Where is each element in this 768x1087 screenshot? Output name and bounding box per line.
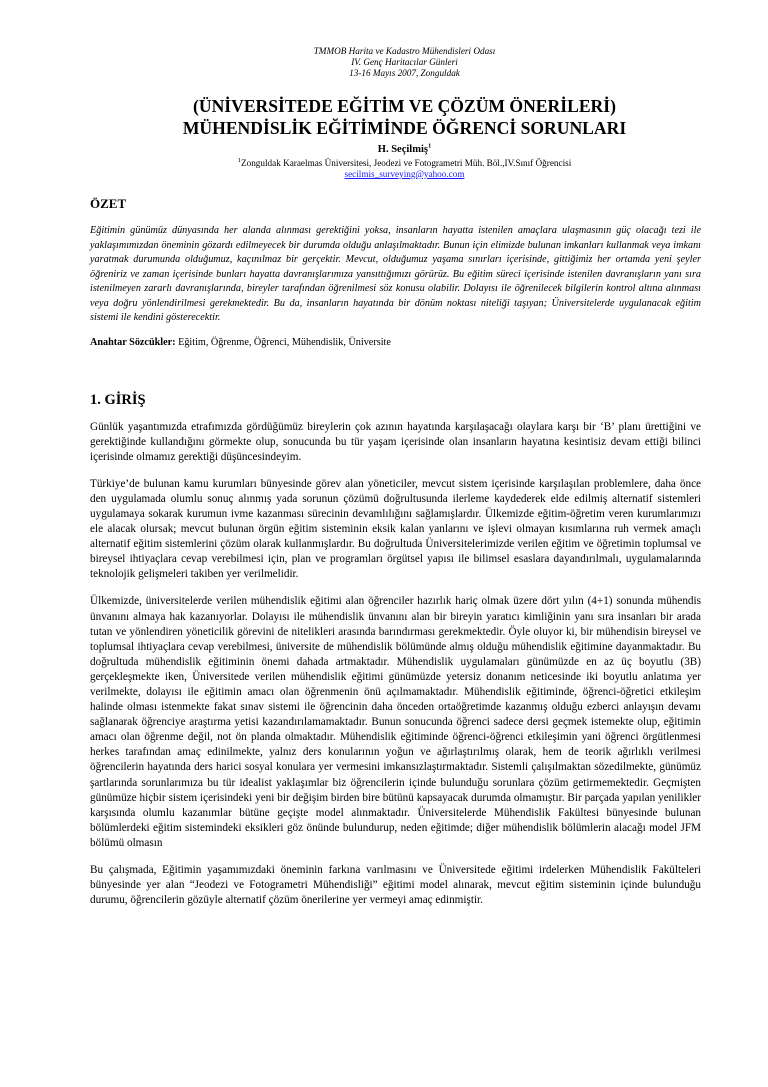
body-paragraph-3: Ülkemizde, üniversitelerde verilen mühendislik eğitimi alan öğrenciler hazırlık hariç olmak üzere dört yılın (4+1) sonunda mühendis ünvanını almaya hak kazanıyorlar. Dolayısı ile mühendislik ünvanını alan bir bireyin yaratıcı kimliğinin yanı sıra insanları bir arada tutan ve yönlendiren yöneticilik görevini de nitelikleri arasında barındırması gerekmektedir. Öyle oluyor ki, bir mühendisin bireysel ve toplumsal ihtiyaçlara cevap verebilmesi, üniversite de mühendislik bölümünde almış olduğu mühendislik eğitimine dayanmaktadır. Bu doğrultuda mühendislik eğitiminin önemi dahada artmaktadır. Mühendislik uygulamaları günümüzde en az üç boyutlu (3B) gerçekleşmekte iken, Üniversitede verilen mühendislik eğitimi günümüzde yetersiz donanım neticesinde iki boyutlu anlatıma yer verilmekte, dolayısı ile eğitimin amacı olan öğrenmenin önü açılmamaktadır. Mühendislik eğitiminde, öğrenci-öğretici etkileşim halinde olması istenmekte fakat sınav sistemi ile öğrencinin daha önceden ortaöğretimde kazanmış olduğu ezberci anlayışın devamı sağlanarak öğrenciye araştırma yetisi kazandırılamamaktadır. Bunun sonucunda öğrenci sadece dersi geçmek istemekte olup, eğitimin amacı olan öğrenme değil, not ön planda olmaktadır. Mühendislik eğitiminde öğrenci-öğrenci etkileşimin yani öğrenci örgütlenmesi herkes tarafından amaç edinilmekte, yalnız ders konularının yoğun ve ağırlaştırılmış olarak, hem de teorik ağırlıklı verilmesi öğrencilerin hayatında ders harici sosyal konulara yer vermesini imkansızlaştırmaktadır. Sistemli çalışılmaktan sözedilmekte, günümüz şartlarında sorunlarımıza bu tür idealist yaklaşımlar biz öğrencilerin içinde bulunduğu sorunlara çözüm getirmemektedir. Geçmişten günümüze hiçbir sistem içerisindeki yeni bir değişim birden bire bütünü kapsayacak durumda olmamıştır. Bir parçada yapılan yenilikler karşısında olumlu kazanımlar bütüne geçişte model alınmaktadır. Üniversitelerde Mühendislik Fakültesi bünyesinde bulunan bölümlerdeki eğitim sistemindeki eksikleri göz önünde bulundurup, neden eğitimde; diğer mühendislik bölümlerin alacağı model JFM bölümü olmasın [90, 595, 701, 849]
title-line-1: (ÜNİVERSİTEDE EĞİTİM VE ÇÖZÜM ÖNERİLERİ) [193, 96, 616, 116]
author-sup: 1 [427, 142, 432, 150]
abstract-text: Eğitimin günümüz dünyasında her alanda alınması gerektiğini yoksa, insanların hayatta istenilen amaçlara ulaşmasının güç olacağı tezi ile yaklaşımımızdan öneminin gözardı edilmeyecek bir durumda olduğu anlaşılmaktadır. Bunun için elimizde bulunan imkanları kullanmak veya imkanı yaratmak durumunda olduğumuz, kaçınılmaz bir gerçektir. Mevcut, olduğumuz yaşama sınırları içerisinde, gittiğimiz her ortamda yeni şeyler öğreniriz ve zaman içerisinde bunları hayatta davranışlarımıza yansıttığımızı görürüz. Bu eğitim süreci içerisinde istenilen davranışların yanı sıra istenilmeyen zararlı davranışlarında, bireyler tarafından öğrenilmesi söz konusu olabilir. Dolayısı ile öğrenilecek bilgilerin kontrol altına alınması veya doğru yönlendirilmesi gerekmektedir. Bu da, insanların hayatında bir dönüm noktası niteliği taşıyan; Üniversitelerde uygulanacak eğitim sistemi ile kendini gösterecektir. [90, 225, 701, 323]
body-paragraph-4: Bu çalışmada, Eğitimin yaşamımızdaki öneminin farkına varılmasını ve Üniversitede eğitimi irdelerken Mühendislik Fakülteleri bünyesinde yer alan “Jeodezi ve Fotogrametri Mühendisliği” eğitimi model alınarak, mevcut eğitim sisteminin içinde bulunduğu durumu, öğrencilerin gözüyle alternatif çözüm önerilerine yer vermeyi amaç edinmiştir. [90, 864, 701, 907]
body-paragraph-2: Türkiye’de bulunan kamu kurumları bünyesinde görev alan yöneticiler, mevcut sistem içerisinde karşılaşılan problemlere, daha önce den uygulamada olumlu sonuç alınmış yada sorunun çözümü doğrultusunda ilerleme kaydederek elde edilmiş alternatif sistemleri uygulamaya sokarak kurumun ivme kazanması sürecinin devamlılığını sağlamışlardır. Ülkemizde eğitim-öğretim veren kurumlarımızı ele alacak olursak; mevcut bulunan örgün eğitim sisteminin eksik kalan yanlarını ve işlevi olmayan kısımlarına ruh vermek amaçlı alternatif eğitim sistemlerini çözüm olarak kullanmışlardır. Bu doğrultuda Üniversitelerimizde verilen eğitim ve öğretimin toplumsal ve bireysel ihtiyaçlara cevap verebilmesi için, plan ve programları örgütsel yapısı ile bilimsel esaslara dayandırılmalı, uygulamalarında teknolojik gelişmeleri takiben yer verilmelidir. [90, 477, 701, 581]
keywords-list: Eğitim, Öğrenme, Öğrenci, Mühendislik, Üniversite [178, 336, 391, 348]
conference-dates: 13-16 Mayıs 2007, Zonguldak [349, 68, 460, 78]
title-line-2: MÜHENDİSLİK EĞİTİMİNDE ÖĞRENCİ SORUNLARI [182, 118, 627, 138]
affiliation-sup: 1 [237, 156, 241, 164]
conference-name: TMMOB Harita ve Kadastro Mühendisleri Odası [313, 46, 496, 56]
conference-header [90, 46, 701, 79]
ozet-heading: ÖZET [90, 196, 127, 211]
author-name: H. Seçilmiş [377, 144, 428, 155]
conference-edition: IV. Genç Haritacılar Günleri [351, 57, 458, 67]
paper-title [90, 95, 701, 139]
author-line [90, 144, 701, 156]
keywords-line [90, 336, 701, 350]
body-paragraph-1: Günlük yaşantımızda etrafımızda gördüğümüz bireylerin çok azının hayatında karşılaşacağı olaylara karşı bir ‘B’ planı ürettiğini ve gerektiğinde kullandığını görmekte olup, sonucunda bu tür yaşam içerisinde olan insanların hayatına kesintisiz devam ettiği bilinci içerisinde olmamız gerektiği düşüncesindeyim. [90, 420, 701, 463]
section-heading-giris: 1. GİRİŞ [90, 391, 146, 408]
author-email[interactable]: secilmis_surveying@yahoo.com [344, 169, 465, 179]
author-affiliation: Zonguldak Karaelmas Üniversitesi, Jeodezi ve Fotogrametri Müh. Böl.,IV.Sınıf Öğrencisi [240, 158, 572, 168]
keywords-label: Anahtar Sözcükler: [90, 336, 176, 348]
author-affiliation-line [90, 158, 701, 169]
